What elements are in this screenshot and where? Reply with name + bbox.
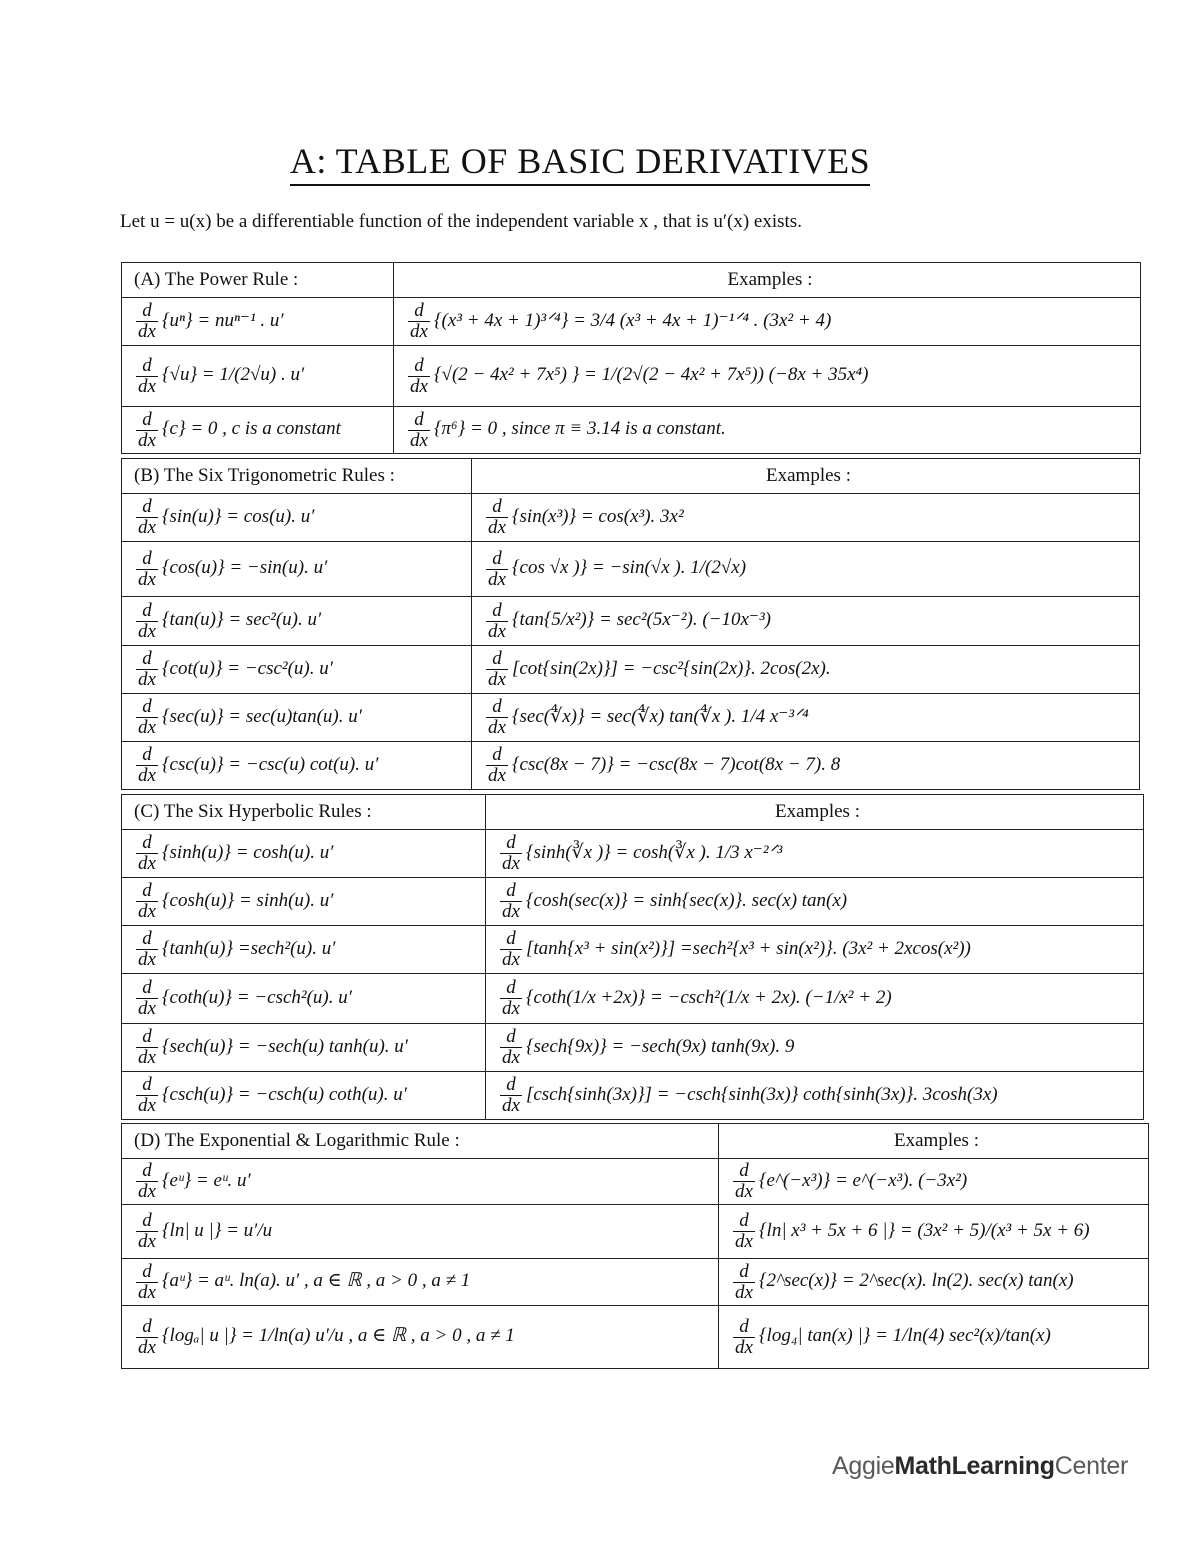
example-cell: $\frac{d}{dx}$ {ln| x³ + 5x + 6 |} = (3x² + 5)/(x³ + 5x + 6)	[719, 1205, 1149, 1259]
rule-cell: $\frac{d}{dx}$ {tanh(u)} =sech²(u). u′	[122, 926, 486, 974]
trigonometric-rules-table	[121, 458, 1140, 790]
derivative-operator: $\frac{d}{dx}$	[138, 1315, 156, 1358]
example-cell: $\frac{d}{dx}$ {e^(−x³)} = e^(−x³). (−3x²)	[719, 1159, 1149, 1205]
example-cell: $\frac{d}{dx}$ {log₄| tan(x) |} = 1/ln(4) sec²(x)/tan(x)	[719, 1306, 1149, 1369]
derivative-operator: $\frac{d}{dx}$	[138, 496, 156, 538]
section-heading: (A) The Power Rule :	[122, 263, 394, 298]
derivative-operator: $\frac{d}{dx}$	[138, 354, 156, 397]
derivative-operator: $\frac{d}{dx}$	[138, 880, 156, 922]
derivative-operator: $\frac{d}{dx}$	[138, 832, 156, 874]
derivative-operator: $\frac{d}{dx}$	[735, 1210, 753, 1252]
rule-cell: $\frac{d}{dx}$ {logₐ| u |} = 1/ln(a) u′/u , a ∈ ℝ , a > 0 , a ≠ 1	[122, 1306, 719, 1369]
rule-cell: $\frac{d}{dx}$ {sec(u)} = sec(u)tan(u). u′	[122, 694, 472, 742]
derivative-operator: $\frac{d}{dx}$	[410, 408, 428, 451]
section-heading: (B) The Six Trigonometric Rules :	[122, 459, 472, 494]
derivative-operator: $\frac{d}{dx}$	[488, 496, 506, 538]
derivative-operator: $\frac{d}{dx}$	[488, 547, 506, 590]
example-cell: $\frac{d}{dx}$ {sinh(∛x )} = cosh(∛x ). 1/3 x⁻²ᐟ³	[486, 830, 1144, 878]
rule-cell: $\frac{d}{dx}$ {c} = 0 , c is a constant	[122, 407, 394, 454]
intro-text: Let u = u(x) be a differentiable function of the independent variable x , that is u′(x) exists.	[120, 211, 802, 232]
rule-cell: $\frac{d}{dx}$ {cos(u)} = −sin(u). u′	[122, 542, 472, 597]
derivative-operator: $\frac{d}{dx}$	[138, 300, 156, 342]
rule-cell: $\frac{d}{dx}$ {cot(u)} = −csc²(u). u′	[122, 646, 472, 694]
examples-heading: Examples :	[719, 1124, 1149, 1159]
rule-cell: $\frac{d}{dx}$ {eᵘ} = eᵘ. u′	[122, 1159, 719, 1205]
derivative-operator: $\frac{d}{dx}$	[410, 300, 428, 342]
derivative-operator: $\frac{d}{dx}$	[410, 354, 428, 397]
derivative-operator: $\frac{d}{dx}$	[488, 744, 506, 786]
section-heading: (D) The Exponential & Logarithmic Rule :	[122, 1124, 719, 1159]
derivative-operator: $\frac{d}{dx}$	[502, 1074, 520, 1116]
derivative-operator: $\frac{d}{dx}$	[138, 928, 156, 970]
derivative-operator: $\frac{d}{dx}$	[138, 1026, 156, 1068]
rule-cell: $\frac{d}{dx}$ {ln| u |} = u′/u	[122, 1205, 719, 1259]
derivative-operator: $\frac{d}{dx}$	[488, 648, 506, 690]
derivative-operator: $\frac{d}{dx}$	[138, 744, 156, 786]
derivative-operator: $\frac{d}{dx}$	[502, 977, 520, 1019]
example-cell: $\frac{d}{dx}$ {csc(8x − 7)} = −csc(8x − 7)cot(8x − 7). 8	[472, 742, 1140, 790]
rule-cell: $\frac{d}{dx}$ {csch(u)} = −csch(u) coth(u). u′	[122, 1072, 486, 1120]
derivative-operator: $\frac{d}{dx}$	[735, 1160, 753, 1202]
examples-heading: Examples :	[472, 459, 1140, 494]
rule-cell: $\frac{d}{dx}$ {uⁿ} = nuⁿ⁻¹ . u′	[122, 298, 394, 346]
examples-heading: Examples :	[394, 263, 1141, 298]
example-cell: $\frac{d}{dx}$ {2^sec(x)} = 2^sec(x). ln(2). sec(x) tan(x)	[719, 1259, 1149, 1306]
page-title: A: TABLE OF BASIC DERIVATIVES	[0, 140, 1160, 186]
examples-heading: Examples :	[486, 795, 1144, 830]
derivative-operator: $\frac{d}{dx}$	[735, 1260, 753, 1303]
example-cell: $\frac{d}{dx}$ [csch{sinh(3x)}] = −csch{sinh(3x)} coth{sinh(3x)}. 3cosh(3x)	[486, 1072, 1144, 1120]
derivative-operator: $\frac{d}{dx}$	[138, 648, 156, 690]
derivative-operator: $\frac{d}{dx}$	[488, 599, 506, 642]
rule-cell: $\frac{d}{dx}$ {√u} = 1/(2√u) . u′	[122, 346, 394, 407]
example-cell: $\frac{d}{dx}$ {sec(∜x)} = sec(∜x) tan(∜x ). 1/4 x⁻³ᐟ⁴	[472, 694, 1140, 742]
rule-cell: $\frac{d}{dx}$ {sin(u)} = cos(u). u′	[122, 494, 472, 542]
section-heading: (C) The Six Hyperbolic Rules :	[122, 795, 486, 830]
derivative-operator: $\frac{d}{dx}$	[138, 977, 156, 1019]
derivative-operator: $\frac{d}{dx}$	[502, 880, 520, 922]
derivative-operator: $\frac{d}{dx}$	[138, 547, 156, 590]
rule-cell: $\frac{d}{dx}$ {coth(u)} = −csch²(u). u′	[122, 974, 486, 1024]
rule-cell: $\frac{d}{dx}$ {tan(u)} = sec²(u). u′	[122, 597, 472, 646]
example-cell: $\frac{d}{dx}$ [cot{sin(2x)}] = −csc²{sin(2x)}. 2cos(2x).	[472, 646, 1140, 694]
derivative-operator: $\frac{d}{dx}$	[488, 696, 506, 738]
power-rule-table	[121, 262, 1141, 454]
derivative-operator: $\frac{d}{dx}$	[138, 696, 156, 738]
derivative-operator: $\frac{d}{dx}$	[138, 1210, 156, 1252]
exponential-logarithmic-rules-table	[121, 1123, 1149, 1369]
example-cell: $\frac{d}{dx}$ {cosh(sec(x)} = sinh{sec(x)}. sec(x) tan(x)	[486, 878, 1144, 926]
hyperbolic-rules-table	[121, 794, 1144, 1120]
example-cell: $\frac{d}{dx}$ {(x³ + 4x + 1)³ᐟ⁴} = 3/4 (x³ + 4x + 1)⁻¹ᐟ⁴ . (3x² + 4)	[394, 298, 1141, 346]
example-cell: $\frac{d}{dx}$ {sin(x³)} = cos(x³). 3x²	[472, 494, 1140, 542]
derivative-operator: $\frac{d}{dx}$	[502, 1026, 520, 1068]
derivative-operator: $\frac{d}{dx}$	[138, 408, 156, 451]
example-cell: $\frac{d}{dx}$ {sech{9x)} = −sech(9x) tanh(9x). 9	[486, 1024, 1144, 1072]
rule-cell: $\frac{d}{dx}$ {sech(u)} = −sech(u) tanh(u). u′	[122, 1024, 486, 1072]
rule-cell: $\frac{d}{dx}$ {aᵘ} = aᵘ. ln(a). u′ , a ∈ ℝ , a > 0 , a ≠ 1	[122, 1259, 719, 1306]
example-cell: $\frac{d}{dx}$ {π⁶} = 0 , since π ≡ 3.14 is a constant.	[394, 407, 1141, 454]
aggie-math-learning-center-logo: AggieMathLearningCenter	[832, 1452, 1128, 1480]
example-cell: $\frac{d}{dx}$ {tan{5/x²)} = sec²(5x⁻²). (−10x⁻³)	[472, 597, 1140, 646]
example-cell: $\frac{d}{dx}$ {coth(1/x +2x)} = −csch²(1/x + 2x). (−1/x² + 2)	[486, 974, 1144, 1024]
derivative-operator: $\frac{d}{dx}$	[502, 832, 520, 874]
rule-cell: $\frac{d}{dx}$ {cosh(u)} = sinh(u). u′	[122, 878, 486, 926]
example-cell: $\frac{d}{dx}$ {√(2 − 4x² + 7x⁵) } = 1/(2√(2 − 4x² + 7x⁵)) (−8x + 35x⁴)	[394, 346, 1141, 407]
derivative-operator: $\frac{d}{dx}$	[138, 1074, 156, 1116]
rule-cell: $\frac{d}{dx}$ {sinh(u)} = cosh(u). u′	[122, 830, 486, 878]
derivative-operator: $\frac{d}{dx}$	[502, 928, 520, 970]
derivative-operator: $\frac{d}{dx}$	[138, 1160, 156, 1202]
rule-cell: $\frac{d}{dx}$ {csc(u)} = −csc(u) cot(u). u′	[122, 742, 472, 790]
example-cell: $\frac{d}{dx}$ [tanh{x³ + sin(x²)}] =sech²{x³ + sin(x²)}. (3x² + 2xcos(x²))	[486, 926, 1144, 974]
derivative-operator: $\frac{d}{dx}$	[735, 1315, 753, 1358]
derivative-operator: $\frac{d}{dx}$	[138, 1260, 156, 1303]
derivative-operator: $\frac{d}{dx}$	[138, 599, 156, 642]
example-cell: $\frac{d}{dx}$ {cos √x )} = −sin(√x ). 1/(2√x)	[472, 542, 1140, 597]
